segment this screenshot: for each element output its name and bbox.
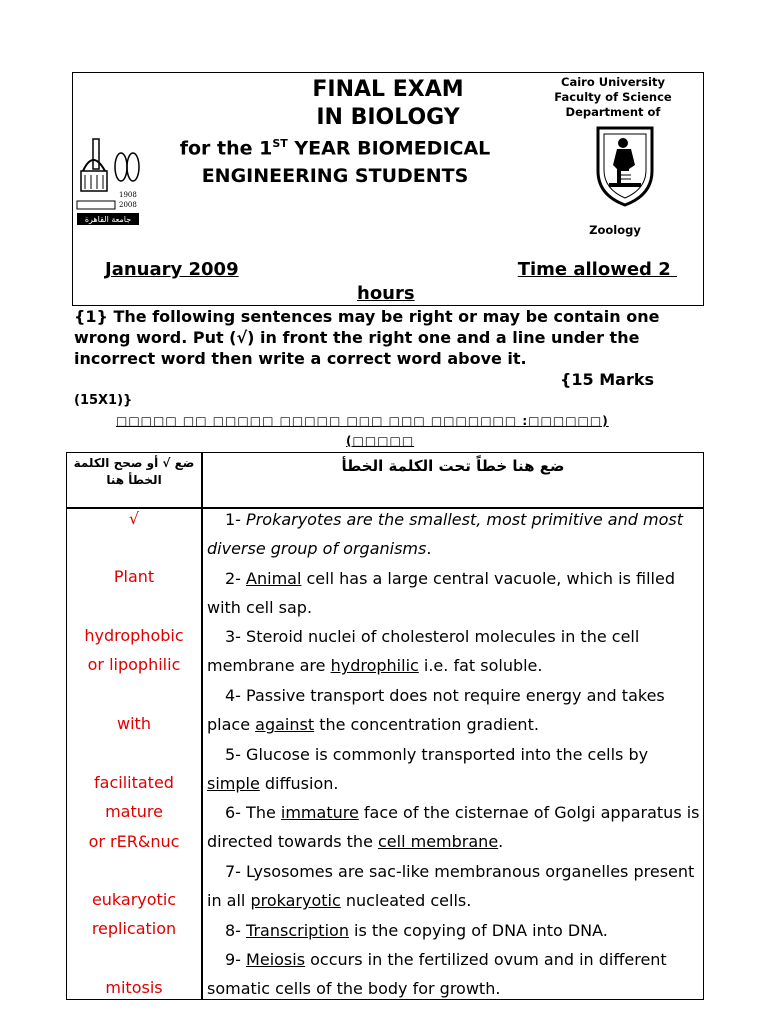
question-1-marks: {15 Marks [560, 370, 654, 389]
exam-subtitle-line2: ENGINEERING STUDENTS [201, 165, 469, 187]
university-info [525, 75, 701, 120]
logo-year-end: 2008 [119, 201, 137, 209]
table-head-statement-column: ضع هنا خطاً تحت الكلمة الخطأ [341, 457, 565, 475]
university-crest-icon [595, 125, 655, 207]
faculty-name: Faculty of Science [554, 90, 672, 104]
department-name: Zoology [589, 223, 641, 237]
answer-cell: replication [91, 919, 177, 938]
column-divider [201, 453, 203, 999]
statement-row-4: 4- Passive transport does not require energy and takes place against the concentration gradient. [207, 686, 665, 735]
answer-cell: or lipophilic [87, 655, 181, 674]
exam-title-line2: IN BIOLOGY [316, 105, 460, 130]
answer-table [66, 452, 704, 1000]
question-1-marks-detail: (15X1)} [74, 393, 133, 408]
answer-cell: mature [105, 802, 163, 821]
answer-cell: eukaryotic [91, 890, 177, 909]
cairo-university-centennial-logo [75, 131, 141, 227]
exam-subtitle-line1: for the 1ST YEAR BIOMEDICAL [179, 137, 491, 160]
answer-cell: with [117, 714, 151, 733]
question-1-text: {1} The following sentences may be right or may be contain one wrong word. Put (√) in front the right one and a line under the incorrect word then write a correct word above it. [74, 307, 660, 368]
statement-row-9: 9- Meiosis occurs in the fertilized ovum and in different somatic cells of the body for growth. [207, 950, 667, 999]
statement-row-2: 2- Animal cell has a large central vacuole, which is filled with cell sap. [207, 569, 675, 618]
statement-row-6: 6- The immature face of the cisternae of Golgi apparatus is directed towards the cell membrane. [207, 803, 700, 852]
question-1-instructions [74, 306, 700, 408]
logo-caption: جامعة القاهرة [84, 215, 132, 224]
statement-row-3: 3- Steroid nuclei of cholesterol molecules in the cell membrane are hydrophilic i.e. fat soluble. [207, 627, 640, 676]
exam-date: January 2009 [105, 259, 239, 280]
exam-title-line1: FINAL EXAM [312, 77, 464, 102]
table-head-answer-column: ضع √ أو صحح الكلمة الخطأ هنا [73, 456, 195, 487]
unrendered-arabic-line-2: (□□□□□ [346, 434, 415, 448]
answer-cell: √ [128, 509, 140, 528]
answer-cell: hydrophobic [84, 626, 184, 645]
logo-year-start: 1908 [119, 191, 137, 199]
answer-cell: facilitated [94, 773, 174, 792]
department-label: Department of [565, 105, 661, 119]
answer-cell: or rER&nuc [88, 832, 180, 851]
university-name: Cairo University [561, 75, 665, 89]
statement-row-1: 1- Prokaryotes are the smallest, most primitive and most diverse group of organisms. [207, 510, 683, 559]
statement-row-5: 5- Glucose is commonly transported into the cells by simple diffusion. [207, 745, 649, 794]
statement-row-8: 8- Transcription is the copying of DNA into DNA. [225, 921, 608, 940]
time-allowed: Time allowed 2 [517, 259, 677, 280]
exam-header [72, 72, 704, 306]
unrendered-arabic-line: □□□□□ □□ □□□□□ □□□□□ □□□ □□□ □□□□□□□ :□□□□□□) [116, 414, 609, 428]
answer-cell: mitosis [105, 978, 163, 997]
statement-row-7: 7- Lysosomes are sac-like membranous organelles present in all prokaryotic nucleated cells. [207, 862, 695, 911]
time-allowed-hours: hours [357, 283, 415, 304]
answer-cell: Plant [113, 567, 155, 586]
